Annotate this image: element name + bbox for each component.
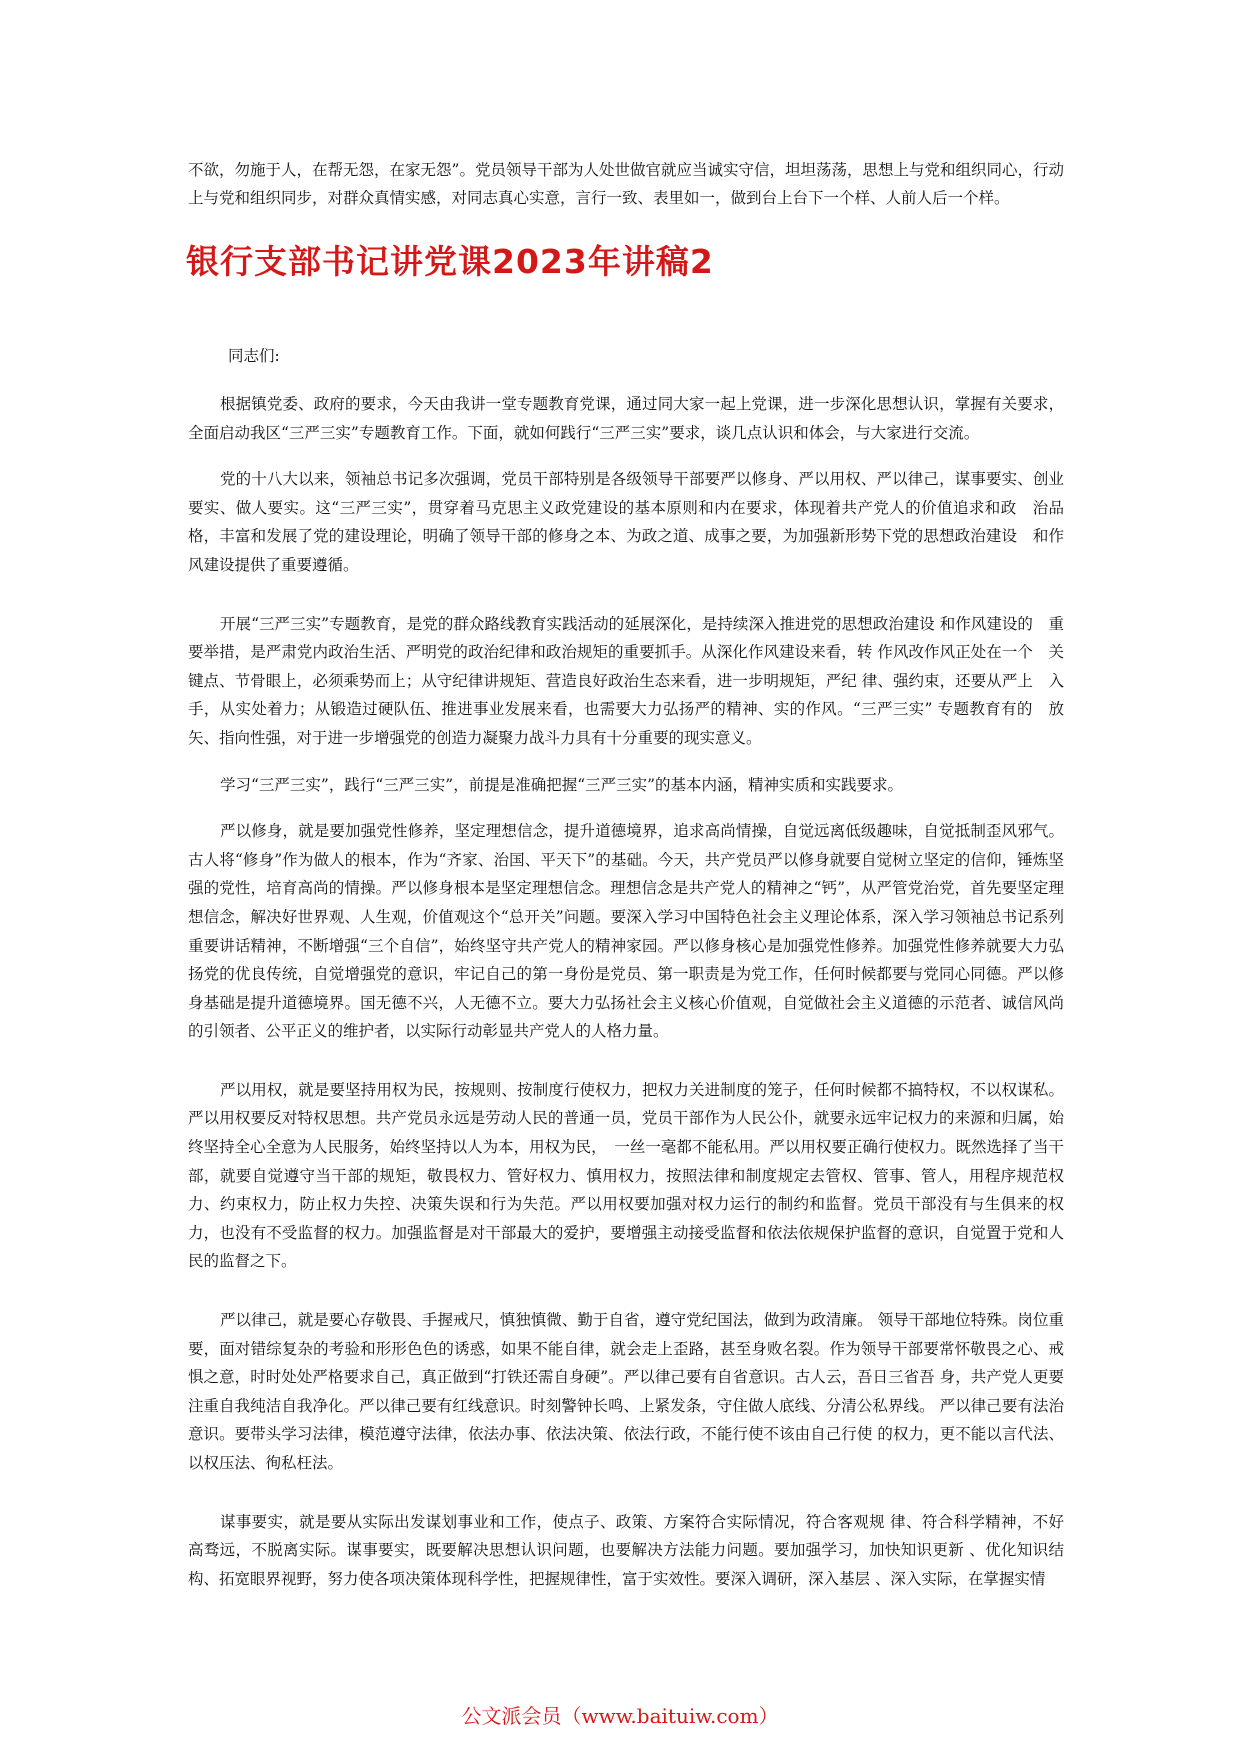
document-body [188,342,1080,1611]
body-paragraph-background: 党的十八大以来，领袖总书记多次强调，党员干部特别是各级领导干部要严以修身、严以用权、严以律己，谋事要实、创业要实、做人要实。这“三严三实”，贯穿着马克思主义政党建设的基本原则和内在要求，体现着共产党人的价值追求和政 治品格，丰富和发展了党的建设理论，明确了领导干部的修身之本、为政之道、成事之要，为加强新形势下党的思想政治建设 和作风建设提供了重要遵循。 [188,470,1064,574]
body-paragraph-self-cultivation: 严以修身，就是要加强党性修养，坚定理想信念，提升道德境界，追求高尚情操，自觉远离低级趣味，自觉抵制歪风邪气。古人将“修身”作为做人的根本，作为“齐家、治国、平天下”的基础。今天，共产党员严以修身就要自觉树立坚定的信仰，锤炼坚强的党性，培育高尚的情操。严以修身根本是坚定理想信念。理想信念是共产党人的精神之“钙”，从严管党治党，首先要坚定理想信念，解决好世界观、人生观，价值观这个“总开关”问题。要深入学习中国特色社会主义理论体系，深入学习领袖总书记系列重要讲话精神，不断增强“三个自信”，始终坚守共产党人的精神家园。严以修身核心是加强党性修养。加强党性修养就要大力弘扬党的优良传统，自觉增强党的意识，牢记自己的第一身份是党员、第一职责是为党工作，任何时候都要与党同心同德。严以修身基础是提升道德境界。国无德不兴，人无德不立。要大力弘扬社会主义核心价值观，自觉做社会主义道德的示范者、诚信风尚的引领者、公平正义的维护者，以实际行动彰显共产党人的人格力量。 [188,822,1064,1041]
body-paragraph-significance: 开展“三严三实”专题教育，是党的群众路线教育实践活动的延展深化，是持续深入推进党的思想政治建设 和作风建设的 重要举措，是严肃党内政治生活、严明党的政治纪律和政治规矩的重要抓手。从深化作风建设来看，转 作风改作风正处在一个 关键点、节骨眼上，必须乘势而上；从守纪律讲规矩、营造良好政治生态来看，进一步明规矩，严纪 律、强约束，还要从严上 入手，从实处着力；从锻造过硬队伍、推进事业发展来看，也需要大力弘扬严的精神、实的作风。“三严三实” 专题教育有的 放矢、指向性强，对于进一步增强党的创造力凝聚力战斗力具有十分重要的现实意义。 [188,614,1064,747]
body-paragraph-intro: 根据镇党委、政府的要求，今天由我讲一堂专题教育党课，通过同大家一起上党课，进一步深化思想认识，掌握有关要求，全面启动我区“三严三实”专题教育工作。下面，就如何践行“三严三实”要求，谈几点认识和体会，与大家进行交流。 [188,395,1064,442]
body-paragraph-premise: 学习“三严三实”，践行“三严三实”，前提是准确把握“三严三实”的基本内涵，精神实质和实践要求。 [220,775,904,794]
body-paragraph-practical-planning: 谋事要实，就是要从实际出发谋划事业和工作，使点子、政策、方案符合实际情况，符合客观规 律、符合科学精神，不好 高骛远，不脱离实际。谋事要实，既要解决思想认识问题，也要解决方法能力问题。要加强学习，加快知识更新 、优化知识结 构、拓宽眼界视野，努力使各项决策体现科学性，把握规律性，富于实效性。要深入调研，深入基层 、深入实际，在掌握实情 [188,1512,1080,1588]
page-footer: 公文派会员（www.baituiw.com） [461,1704,779,1728]
carryover-paragraph: 不欲，勿施于人，在帮无怨，在家无怨”。党员领导干部为人处世做官就应当诚实守信，坦坦荡荡，思想上与党和组织同心，行动上与党和组织同步，对群众真情实感，对同志真心实意，言行一致、表里如一，做到台上台下一个样、人前人后一个样。 [188,161,1064,207]
body-paragraph-self-discipline: 严以律己，就是要心存敬畏、手握戒尺，慎独慎微、勤于自省，遵守党纪国法，做到为政清廉。 领导干部地位特殊。岗位重要，面对错综复杂的考验和形形色色的诱惑，如果不能自律，就会走上歪路，甚至身败名裂。作为领导干部要常怀敬畏之心、戒惧之意，时时处处严格要求自己，真正做到“打铁还需自身硬”。严以律己要有自省意识。古人云，吾日三省吾 身，共产党人更要注重自我纯洁自我净化。严以律己要有红线意识。时刻警钟长鸣、上紧发条，守住做人底线、分清公私界线。 严以律己要有法治意识。要带头学习法律，模范遵守法律，依法办事、依法决策、依法行政，不能行使不该由自己行使 的权力，更不能以言代法、以权压法、徇私枉法。 [188,1311,1064,1472]
document-title: 银行支部书记讲党课2023年讲稿2 [186,242,714,281]
body-paragraph-use-of-power: 严以用权，就是要坚持用权为民，按规则、按制度行使权力，把权力关进制度的笼子，任何时候都不搞特权，不以权谋私。严以用权要反对特权思想。共产党员永远是劳动人民的普通一员，党员干部作为人民公仆，就要永远牢记权力的来源和归属，始终坚持全心全意为人民服务，始终坚持以人为本，用权为民， 一丝一毫都不能私用。严以用权要正确行使权力。既然选择了当干部，就要自觉遵守当干部的规矩，敬畏权力、管好权力、慎用权力，按照法律和制度规定去管权、管事、管人，用程序规范权力、约束权力，防止权力失控、决策失误和行为失范。严以用权要加强对权力运行的制约和监督。党员干部没有与生俱来的权力，也没有不受监督的权力。加强监督是对干部最大的爱护，要增强主动接受监督和依法依规保护监督的意识，自觉置于党和人民的监督之下。 [188,1080,1064,1271]
salutation: 同志们: [228,347,280,365]
